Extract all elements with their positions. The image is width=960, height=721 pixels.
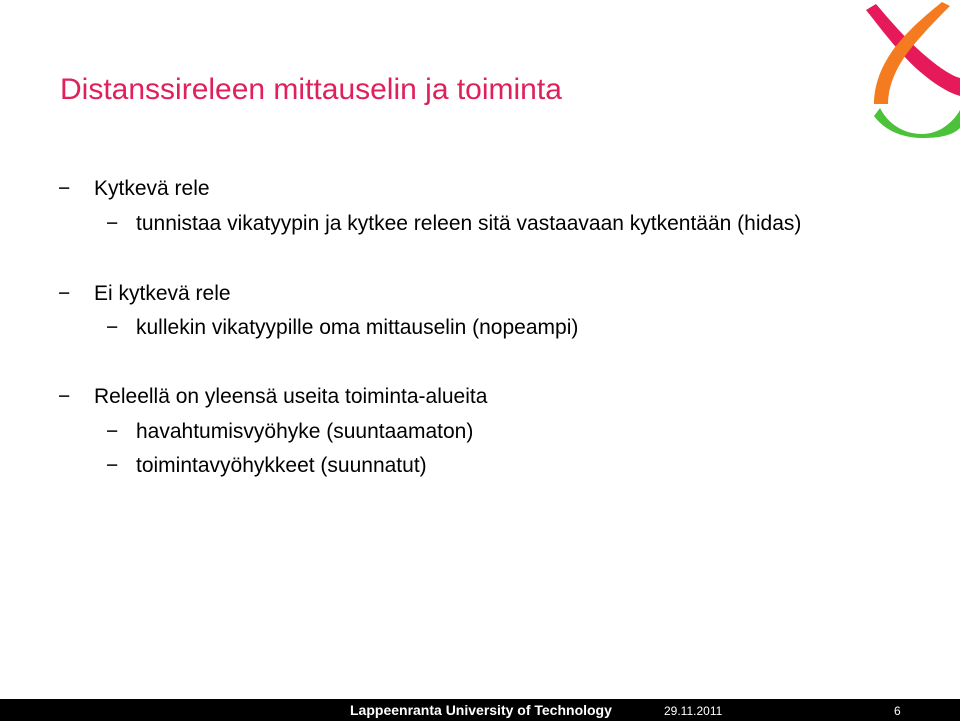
sub-bullet-text: kullekin vikatyypille oma mittauselin (nopeampi) [136, 316, 579, 339]
page-number: 6 [894, 704, 901, 718]
sub-bullet-text: tunnistaa vikatyypin ja kytkee releen sitä vastaavaan kytkentään (hidas) [136, 212, 802, 235]
dash-icon: − [106, 420, 119, 443]
slide-title: Distanssireleen mittauselin ja toiminta [60, 73, 562, 106]
sub-bullet-item [106, 419, 473, 445]
footer-organization: Lappeenranta University of Technology [350, 702, 612, 718]
dash-icon: − [106, 454, 119, 477]
dash-icon: − [58, 177, 71, 200]
sub-bullet-item [106, 315, 578, 341]
dash-icon: − [106, 316, 119, 339]
sub-bullet-text: havahtumisvyöhyke (suuntaamaton) [136, 420, 474, 443]
bullet-text: Releellä on yleensä useita toiminta-alueita [94, 385, 488, 408]
dash-icon: − [106, 212, 119, 235]
dash-icon: − [58, 385, 71, 408]
bullet-text: Ei kytkevä rele [94, 282, 231, 305]
bullet-item [58, 281, 231, 307]
university-logo-icon [858, 0, 960, 138]
sub-bullet-item [106, 453, 427, 479]
dash-icon: − [58, 282, 71, 305]
bullet-item [58, 384, 487, 410]
sub-bullet-text: toimintavyöhykkeet (suunnatut) [136, 454, 427, 477]
footer-date: 29.11.2011 [664, 704, 723, 718]
sub-bullet-item [106, 211, 801, 237]
bullet-text: Kytkevä rele [94, 177, 210, 200]
bullet-item [58, 176, 210, 202]
